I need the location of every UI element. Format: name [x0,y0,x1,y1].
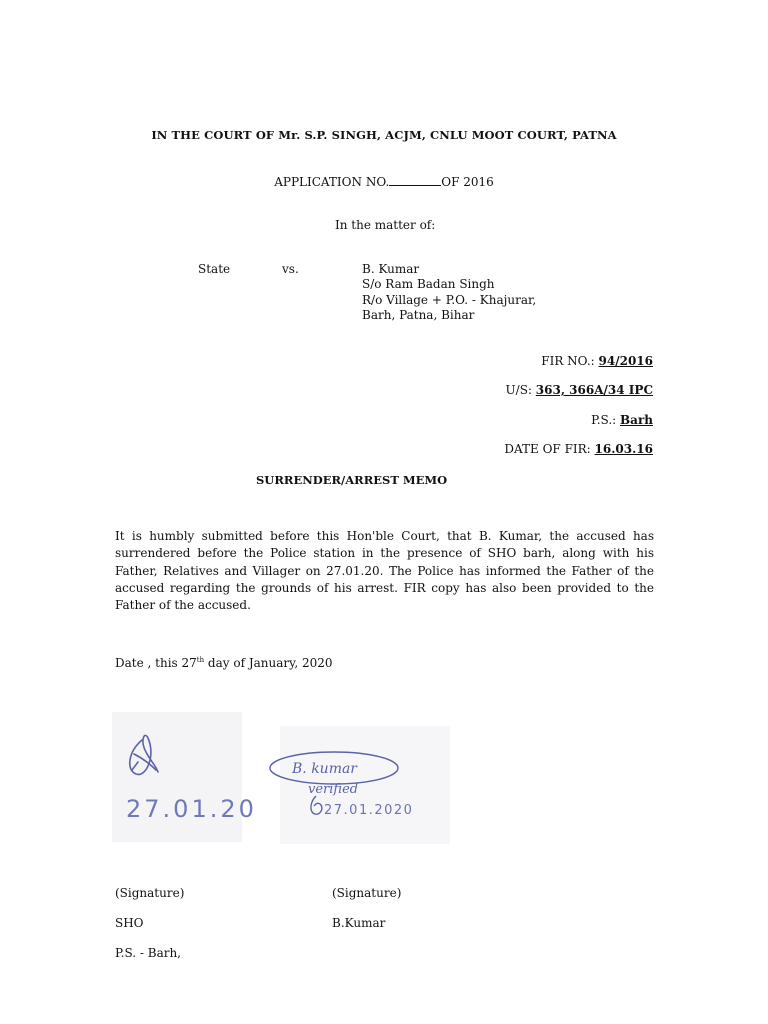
police-station-value: Barh [620,413,653,427]
fir-date-value: 16.03.16 [594,442,653,456]
fir-number [541,354,653,368]
accused-village: R/o Village + P.O. - Khajurar, [362,292,537,307]
matter-heading: In the matter of: [335,218,436,232]
verified-note: verified [308,782,359,797]
fir-date-label: DATE OF FIR: [504,442,591,456]
application-number-blank [389,174,441,186]
police-station-label: P.S.: [591,413,617,427]
fir-label: FIR NO.: [541,354,595,368]
dated-suffix: day of January, 2020 [204,656,333,670]
accused-name: B. Kumar [362,262,420,276]
accused-signature-label: (Signature) [332,886,402,900]
sections-label: U/S: [505,383,532,397]
versus-label: vs. [282,262,299,276]
handwritten-signatures [112,712,452,847]
party-state: State [198,262,231,276]
accused-father: S/o Ram Badan Singh [362,277,495,292]
accused-handwritten-date: 27.01.2020 [324,803,414,818]
application-prefix: APPLICATION NO. [274,175,390,189]
application-suffix: OF 2016 [441,175,494,189]
accused-signature-scan-bg [280,726,450,844]
sho-handwritten-date: 27.01.20 [126,795,257,823]
sho-police-station: P.S. - Barh, [115,946,181,960]
fir-date [504,442,653,456]
accused-address-block [362,262,536,323]
sections-value: 363, 366A/34 IPC [535,383,653,397]
court-title: IN THE COURT OF Mr. S.P. SINGH, ACJM, CNLU MOOT COURT, PATNA [151,128,617,142]
dated-prefix: Date , this 27 [115,656,197,670]
accused-name-footer: B.Kumar [332,916,386,930]
sho-signature-label: (Signature) [115,886,185,900]
accused-handwritten-name: B. kumar [292,761,358,777]
application-line [0,174,768,189]
accused-district: Barh, Patna, Bihar [362,307,475,322]
memo-body: It is humbly submitted before this Hon'ble Court, that B. Kumar, the accused has surrendered before the Police station in the presence of SHO barh, along with his Father, Relatives and Villager on 27.01.20. The Police has informed the Father of the accused regarding the grounds of his arrest. FIR copy has also been provided to the Father of the accused. [115,529,654,613]
sections [506,383,653,397]
memo-title: SURRENDER/ARREST MEMO [256,473,448,487]
police-station [591,413,653,427]
fir-value: 94/2016 [598,354,653,368]
sho-designation: SHO [115,916,144,930]
dated-superscript: th [196,656,205,664]
dated-line [115,656,333,670]
